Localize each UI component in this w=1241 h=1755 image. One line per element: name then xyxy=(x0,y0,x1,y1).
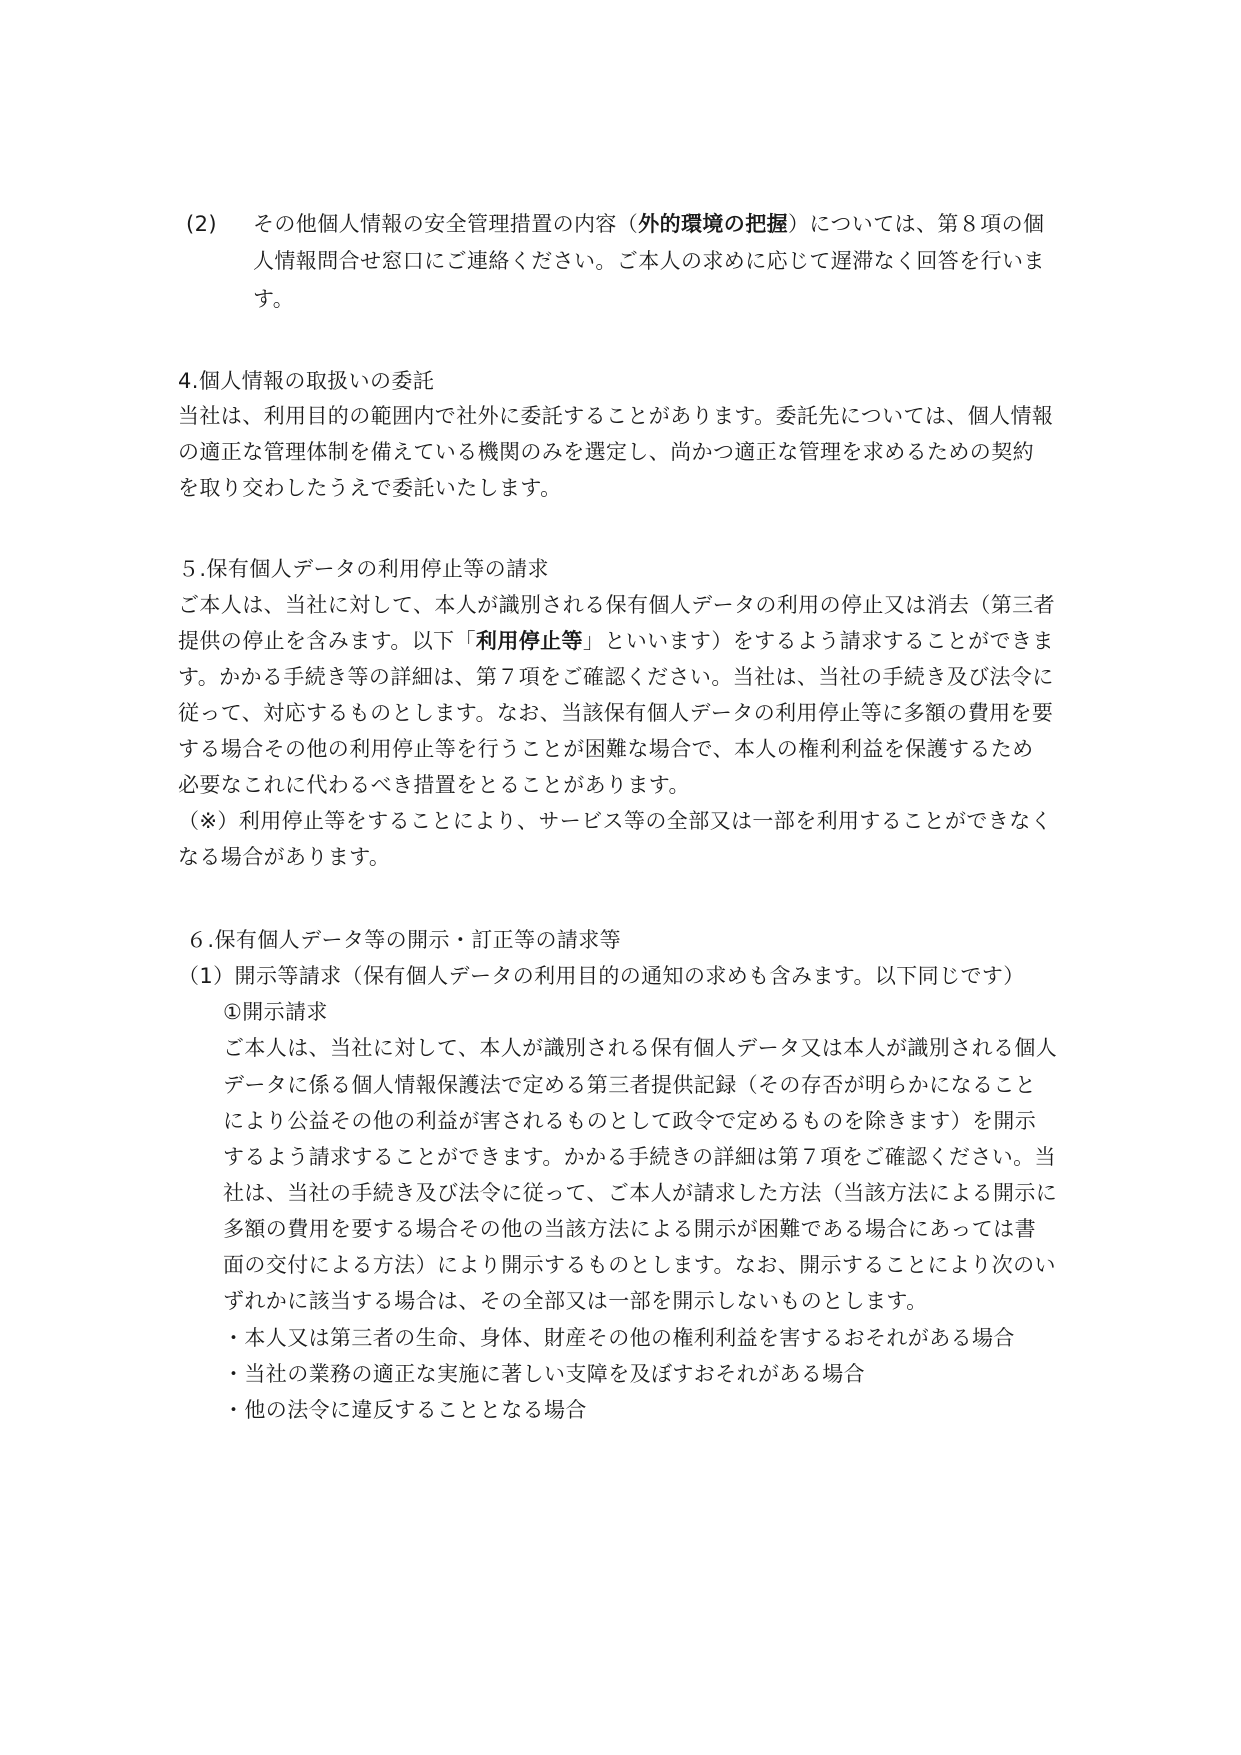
section6-sub1a-heading: ①開示請求 xyxy=(223,1000,328,1024)
section4-line-3: を取り交わしたうえで委託いたします。 xyxy=(178,476,562,500)
section5-note-line-2: なる場合があります。 xyxy=(178,845,391,869)
section5-line-5: する場合その他の利用停止等を行うことが困難な場合で、本人の権利利益を保護するため xyxy=(178,737,1034,761)
section6-line-5: 社は、当社の手続き及び法令に従って、ご本人が請求した方法（当該方法による開示に xyxy=(223,1181,1058,1205)
section6-heading: ６.保有個人データ等の開示・訂正等の請求等 xyxy=(186,928,622,952)
item2-line-2: 人情報問合せ窓口にご連絡ください。ご本人の求めに応じて遅滞なく回答を行いま xyxy=(253,249,1045,273)
section6-bullet-3: ・他の法令に違反することとなる場合 xyxy=(223,1398,587,1422)
section5-line-1: ご本人は、当社に対して、本人が識別される保有個人データの利用の停止又は消去（第三者 xyxy=(178,593,1055,617)
section4-heading: 4.個人情報の取扱いの委託 xyxy=(178,369,435,393)
section6-line-3: により公益その他の利益が害されるものとして政令で定めるものを除きます）を開示 xyxy=(223,1109,1037,1133)
section6-sub1-heading: （1）開示等請求（保有個人データの利用目的の通知の求めも含みます。以下同じです） xyxy=(178,964,1025,988)
section4-line-1: 当社は、利用目的の範囲内で社外に委託することがあります。委託先については、個人情報 xyxy=(178,404,1054,428)
section6-line-8: ずれかに該当する場合は、その全部又は一部を開示しないものとします。 xyxy=(223,1289,928,1313)
section6-bullet-2: ・当社の業務の適正な実施に著しい支障を及ぼすおそれがある場合 xyxy=(223,1362,865,1386)
item2-bold-term: 外的環境の把握 xyxy=(638,212,789,236)
section6-line-1: ご本人は、当社に対して、本人が識別される保有個人データ又は本人が識別される個人 xyxy=(223,1036,1058,1060)
section5-note-line-1: （※）利用停止等をすることにより、サービス等の全部又は一部を利用することができなく xyxy=(178,809,1052,833)
section6-line-4: するよう請求することができます。かかる手続きの詳細は第７項をご確認ください。当 xyxy=(223,1145,1056,1169)
section6-line-6: 多額の費用を要する場合その他の当該方法による開示が困難である場合にあっては書 xyxy=(223,1217,1036,1241)
section5-line-2: 提供の停止を含みます。以下「利用停止等」といいます）をするよう請求することができま xyxy=(178,629,1054,653)
section6-bullet-1: ・本人又は第三者の生命、身体、財産その他の権利利益を害するおそれがある場合 xyxy=(223,1326,1015,1350)
section5-bold-term: 利用停止等 xyxy=(475,629,583,653)
item2-line-1: その他個人情報の安全管理措置の内容（外的環境の把握）については、第８項の個 xyxy=(253,212,1045,236)
section6-line-7: 面の交付による方法）により開示するものとします。なお、開示することにより次のい xyxy=(223,1253,1056,1277)
section6-line-2: データに係る個人情報保護法で定める第三者提供記録（その存否が明らかになること xyxy=(223,1073,1037,1097)
section5-line-4: 従って、対応するものとします。なお、当該保有個人データの利用停止等に多額の費用を要 xyxy=(178,701,1054,725)
section5-heading: ５.保有個人データの利用停止等の請求 xyxy=(178,557,549,581)
item2-line-3: す。 xyxy=(253,287,295,311)
section4-line-2: の適正な管理体制を備えている機関のみを選定し、尚かつ適正な管理を求めるための契約 xyxy=(178,440,1034,464)
item-number-2: (2) xyxy=(186,212,217,236)
section5-line-6: 必要なこれに代わるべき措置をとることがあります。 xyxy=(178,773,690,797)
section5-line-3: す。かかる手続き等の詳細は、第７項をご確認ください。当社は、当社の手続き及び法令に xyxy=(178,665,1054,689)
